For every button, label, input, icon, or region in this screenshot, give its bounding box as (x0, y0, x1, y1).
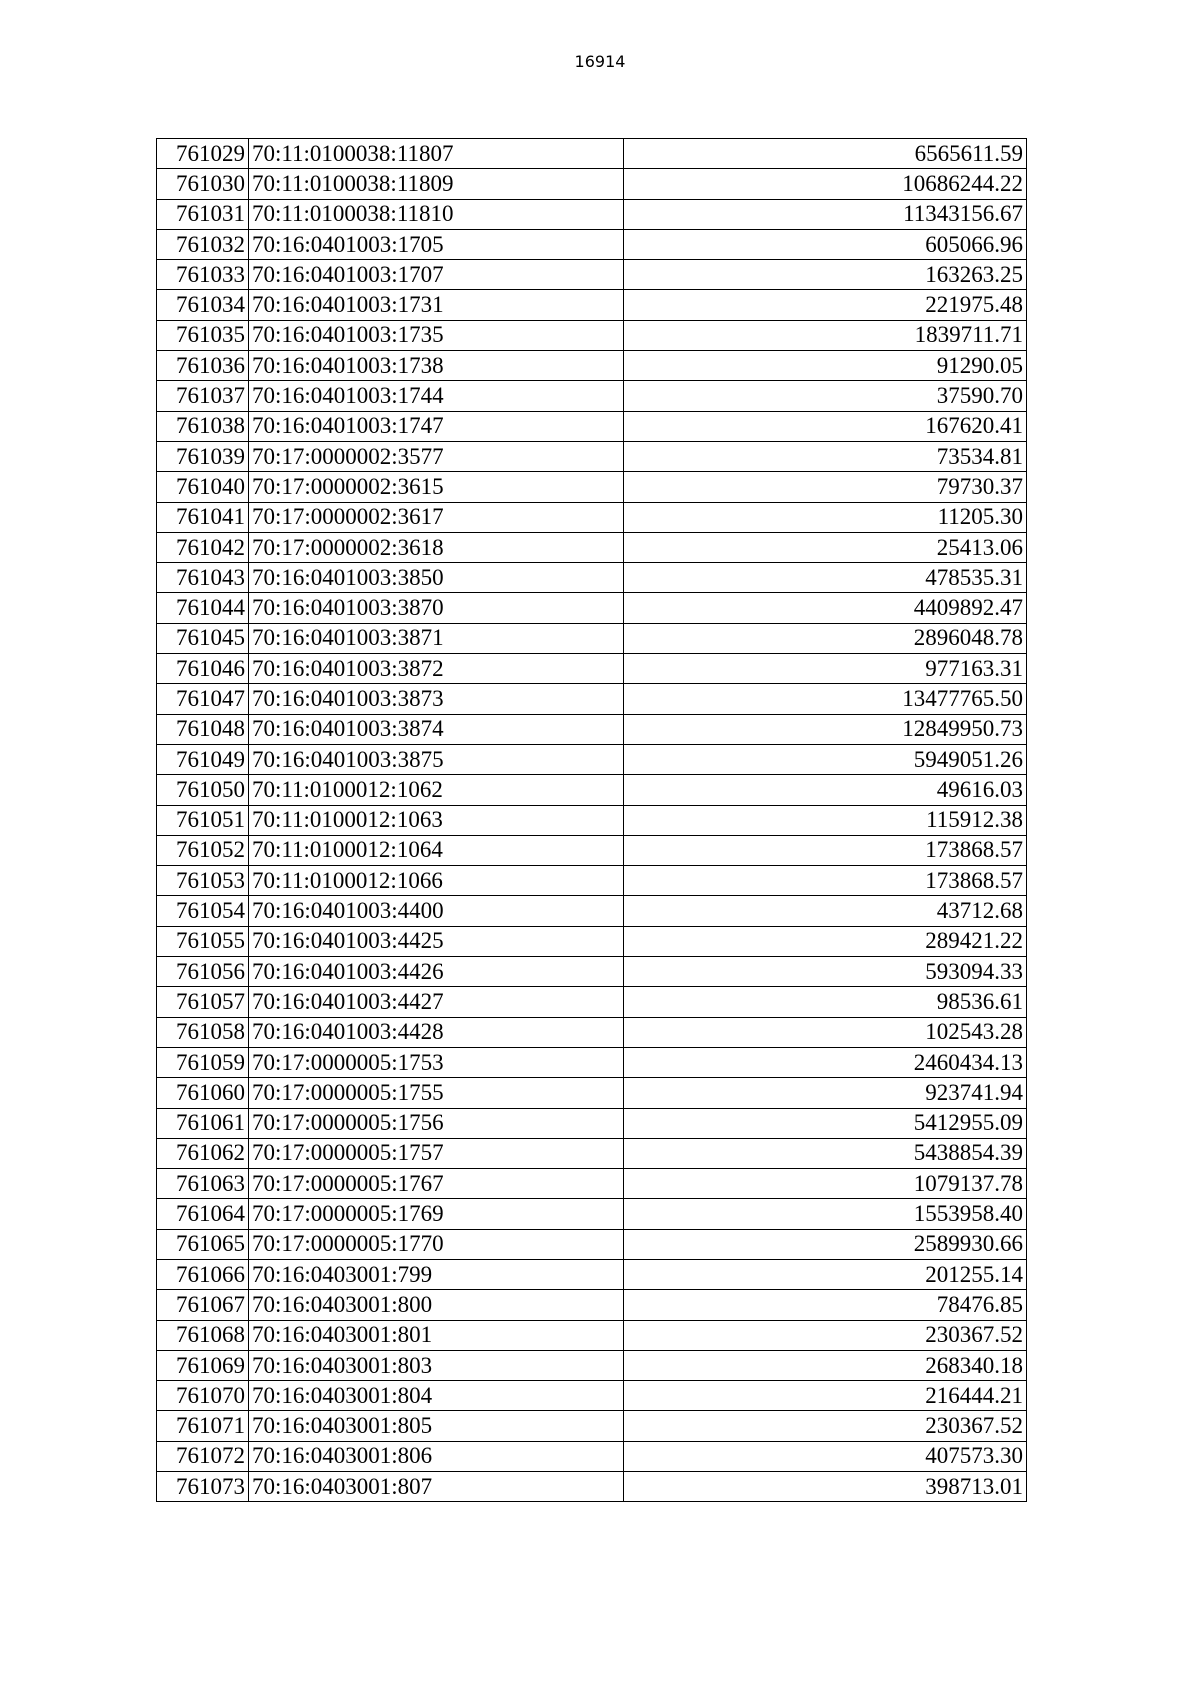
cadastral-number-cell: 70:17:0000005:1755 (249, 1078, 624, 1108)
cadastral-number-cell: 70:16:0401003:1707 (249, 260, 624, 290)
table-row (157, 775, 1027, 805)
cadastral-value-cell: 37590.70 (624, 381, 1027, 411)
cadastral-value-cell: 73534.81 (624, 441, 1027, 471)
cadastral-number-cell: 70:16:0401003:1738 (249, 351, 624, 381)
table-row (157, 654, 1027, 684)
cadastral-value-cell: 79730.37 (624, 472, 1027, 502)
cadastral-number-cell: 70:17:0000005:1753 (249, 1047, 624, 1077)
cadastral-number-cell: 70:16:0401003:3873 (249, 684, 624, 714)
table-row (157, 1108, 1027, 1138)
cadastral-number-cell: 70:11:0100012:1062 (249, 775, 624, 805)
cadastral-value-cell: 13477765.50 (624, 684, 1027, 714)
row-number-cell: 761073 (157, 1472, 249, 1502)
cadastral-number-cell: 70:16:0401003:1731 (249, 290, 624, 320)
row-number-cell: 761068 (157, 1320, 249, 1350)
row-number-cell: 761048 (157, 714, 249, 744)
table-row (157, 229, 1027, 259)
cadastral-value-cell: 102543.28 (624, 1017, 1027, 1047)
cadastral-number-cell: 70:11:0100038:11809 (249, 169, 624, 199)
table-body (157, 139, 1027, 1502)
cadastral-value-cell: 25413.06 (624, 532, 1027, 562)
row-number-cell: 761046 (157, 654, 249, 684)
cadastral-number-cell: 70:17:0000005:1757 (249, 1138, 624, 1168)
row-number-cell: 761072 (157, 1441, 249, 1471)
cadastral-number-cell: 70:16:0403001:801 (249, 1320, 624, 1350)
cadastral-value-cell: 593094.33 (624, 957, 1027, 987)
table-row (157, 1078, 1027, 1108)
cadastral-number-cell: 70:16:0403001:799 (249, 1259, 624, 1289)
table-row (157, 199, 1027, 229)
row-number-cell: 761039 (157, 441, 249, 471)
row-number-cell: 761055 (157, 926, 249, 956)
cadastral-value-cell: 91290.05 (624, 351, 1027, 381)
cadastral-value-cell: 2460434.13 (624, 1047, 1027, 1077)
row-number-cell: 761041 (157, 502, 249, 532)
table-row (157, 1290, 1027, 1320)
cadastral-value-cell: 6565611.59 (624, 139, 1027, 169)
row-number-cell: 761035 (157, 320, 249, 350)
row-number-cell: 761069 (157, 1350, 249, 1380)
cadastral-value-cell: 268340.18 (624, 1350, 1027, 1380)
cadastral-number-cell: 70:17:0000002:3615 (249, 472, 624, 502)
table-row (157, 260, 1027, 290)
table-row (157, 502, 1027, 532)
cadastral-number-cell: 70:11:0100012:1063 (249, 805, 624, 835)
table-row (157, 532, 1027, 562)
row-number-cell: 761070 (157, 1381, 249, 1411)
cadastral-number-cell: 70:16:0401003:3871 (249, 623, 624, 653)
cadastral-value-cell: 478535.31 (624, 563, 1027, 593)
cadastral-value-cell: 398713.01 (624, 1472, 1027, 1502)
row-number-cell: 761066 (157, 1259, 249, 1289)
cadastral-value-cell: 5412955.09 (624, 1108, 1027, 1138)
cadastral-value-cell: 173868.57 (624, 866, 1027, 896)
row-number-cell: 761047 (157, 684, 249, 714)
cadastral-number-cell: 70:16:0401003:4426 (249, 957, 624, 987)
table-row (157, 1047, 1027, 1077)
cadastral-value-cell: 221975.48 (624, 290, 1027, 320)
cadastral-number-cell: 70:16:0401003:3870 (249, 593, 624, 623)
row-number-cell: 761067 (157, 1290, 249, 1320)
cadastral-value-cell: 167620.41 (624, 411, 1027, 441)
row-number-cell: 761032 (157, 229, 249, 259)
cadastral-value-cell: 230367.52 (624, 1320, 1027, 1350)
cadastral-number-cell: 70:16:0401003:3874 (249, 714, 624, 744)
table-row (157, 684, 1027, 714)
table-row (157, 320, 1027, 350)
cadastral-number-cell: 70:16:0403001:804 (249, 1381, 624, 1411)
row-number-cell: 761053 (157, 866, 249, 896)
cadastral-number-cell: 70:17:0000005:1756 (249, 1108, 624, 1138)
cadastral-value-cell: 201255.14 (624, 1259, 1027, 1289)
table-row (157, 1138, 1027, 1168)
cadastral-value-cell: 78476.85 (624, 1290, 1027, 1320)
row-number-cell: 761034 (157, 290, 249, 320)
cadastral-number-cell: 70:17:0000005:1767 (249, 1169, 624, 1199)
cadastral-number-cell: 70:16:0403001:800 (249, 1290, 624, 1320)
cadastral-number-cell: 70:16:0403001:805 (249, 1411, 624, 1441)
cadastral-number-cell: 70:16:0401003:1705 (249, 229, 624, 259)
cadastral-number-cell: 70:17:0000005:1770 (249, 1229, 624, 1259)
cadastral-value-cell: 5949051.26 (624, 744, 1027, 774)
table-row (157, 1411, 1027, 1441)
row-number-cell: 761064 (157, 1199, 249, 1229)
table-row (157, 866, 1027, 896)
row-number-cell: 761044 (157, 593, 249, 623)
page-number: 16914 (574, 52, 626, 71)
cadastral-number-cell: 70:16:0401003:1747 (249, 411, 624, 441)
cadastral-value-cell: 216444.21 (624, 1381, 1027, 1411)
row-number-cell: 761061 (157, 1108, 249, 1138)
row-number-cell: 761042 (157, 532, 249, 562)
row-number-cell: 761058 (157, 1017, 249, 1047)
table-row (157, 1381, 1027, 1411)
cadastral-value-table (156, 138, 1027, 1502)
cadastral-number-cell: 70:16:0401003:4425 (249, 926, 624, 956)
cadastral-value-cell: 12849950.73 (624, 714, 1027, 744)
row-number-cell: 761049 (157, 744, 249, 774)
cadastral-number-cell: 70:16:0401003:3872 (249, 654, 624, 684)
cadastral-number-cell: 70:11:0100012:1066 (249, 866, 624, 896)
row-number-cell: 761057 (157, 987, 249, 1017)
cadastral-number-cell: 70:16:0403001:806 (249, 1441, 624, 1471)
table-row (157, 1441, 1027, 1471)
cadastral-value-cell: 11343156.67 (624, 199, 1027, 229)
table-row (157, 987, 1027, 1017)
cadastral-number-cell: 70:11:0100012:1064 (249, 835, 624, 865)
table-row (157, 563, 1027, 593)
row-number-cell: 761062 (157, 1138, 249, 1168)
cadastral-number-cell: 70:16:0403001:803 (249, 1350, 624, 1380)
table-row (157, 441, 1027, 471)
cadastral-number-cell: 70:17:0000002:3618 (249, 532, 624, 562)
cadastral-value-cell: 1553958.40 (624, 1199, 1027, 1229)
row-number-cell: 761063 (157, 1169, 249, 1199)
row-number-cell: 761043 (157, 563, 249, 593)
cadastral-value-cell: 230367.52 (624, 1411, 1027, 1441)
row-number-cell: 761033 (157, 260, 249, 290)
table-row (157, 1169, 1027, 1199)
row-number-cell: 761037 (157, 381, 249, 411)
row-number-cell: 761045 (157, 623, 249, 653)
row-number-cell: 761056 (157, 957, 249, 987)
cadastral-number-cell: 70:16:0401003:1735 (249, 320, 624, 350)
cadastral-value-cell: 43712.68 (624, 896, 1027, 926)
cadastral-number-cell: 70:16:0403001:807 (249, 1472, 624, 1502)
table-row (157, 744, 1027, 774)
row-number-cell: 761029 (157, 139, 249, 169)
row-number-cell: 761054 (157, 896, 249, 926)
cadastral-value-cell: 1839711.71 (624, 320, 1027, 350)
table-row (157, 1259, 1027, 1289)
cadastral-number-cell: 70:16:0401003:4400 (249, 896, 624, 926)
row-number-cell: 761051 (157, 805, 249, 835)
table-row (157, 805, 1027, 835)
cadastral-number-cell: 70:16:0401003:3850 (249, 563, 624, 593)
row-number-cell: 761060 (157, 1078, 249, 1108)
cadastral-value-cell: 11205.30 (624, 502, 1027, 532)
cadastral-value-cell: 605066.96 (624, 229, 1027, 259)
table-row (157, 290, 1027, 320)
table-row (157, 1017, 1027, 1047)
cadastral-value-cell: 289421.22 (624, 926, 1027, 956)
table-row (157, 1229, 1027, 1259)
table-row (157, 1199, 1027, 1229)
table-row (157, 381, 1027, 411)
table-row (157, 926, 1027, 956)
cadastral-value-cell: 4409892.47 (624, 593, 1027, 623)
table-row (157, 472, 1027, 502)
cadastral-number-cell: 70:17:0000002:3577 (249, 441, 624, 471)
cadastral-value-cell: 173868.57 (624, 835, 1027, 865)
row-number-cell: 761038 (157, 411, 249, 441)
row-number-cell: 761031 (157, 199, 249, 229)
table-row (157, 623, 1027, 653)
cadastral-value-cell: 923741.94 (624, 1078, 1027, 1108)
cadastral-number-cell: 70:16:0401003:1744 (249, 381, 624, 411)
cadastral-value-cell: 163263.25 (624, 260, 1027, 290)
table-row (157, 169, 1027, 199)
cadastral-number-cell: 70:16:0401003:3875 (249, 744, 624, 774)
cadastral-value-cell: 49616.03 (624, 775, 1027, 805)
cadastral-value-cell: 115912.38 (624, 805, 1027, 835)
table-row (157, 714, 1027, 744)
row-number-cell: 761040 (157, 472, 249, 502)
table-row (157, 351, 1027, 381)
cadastral-value-cell: 10686244.22 (624, 169, 1027, 199)
table-row (157, 896, 1027, 926)
row-number-cell: 761071 (157, 1411, 249, 1441)
row-number-cell: 761065 (157, 1229, 249, 1259)
table-row (157, 957, 1027, 987)
row-number-cell: 761052 (157, 835, 249, 865)
row-number-cell: 761030 (157, 169, 249, 199)
cadastral-value-cell: 407573.30 (624, 1441, 1027, 1471)
table-row (157, 593, 1027, 623)
table-row (157, 1472, 1027, 1502)
cadastral-value-cell: 977163.31 (624, 654, 1027, 684)
row-number-cell: 761050 (157, 775, 249, 805)
table-row (157, 411, 1027, 441)
cadastral-number-cell: 70:17:0000005:1769 (249, 1199, 624, 1229)
cadastral-value-cell: 1079137.78 (624, 1169, 1027, 1199)
cadastral-number-cell: 70:16:0401003:4427 (249, 987, 624, 1017)
cadastral-value-cell: 98536.61 (624, 987, 1027, 1017)
cadastral-value-cell: 5438854.39 (624, 1138, 1027, 1168)
row-number-cell: 761059 (157, 1047, 249, 1077)
cadastral-value-cell: 2589930.66 (624, 1229, 1027, 1259)
cadastral-number-cell: 70:16:0401003:4428 (249, 1017, 624, 1047)
table-row (157, 139, 1027, 169)
cadastral-value-cell: 2896048.78 (624, 623, 1027, 653)
cadastral-number-cell: 70:11:0100038:11807 (249, 139, 624, 169)
table-row (157, 1350, 1027, 1380)
table-row (157, 835, 1027, 865)
cadastral-number-cell: 70:11:0100038:11810 (249, 199, 624, 229)
cadastral-number-cell: 70:17:0000002:3617 (249, 502, 624, 532)
row-number-cell: 761036 (157, 351, 249, 381)
table-row (157, 1320, 1027, 1350)
